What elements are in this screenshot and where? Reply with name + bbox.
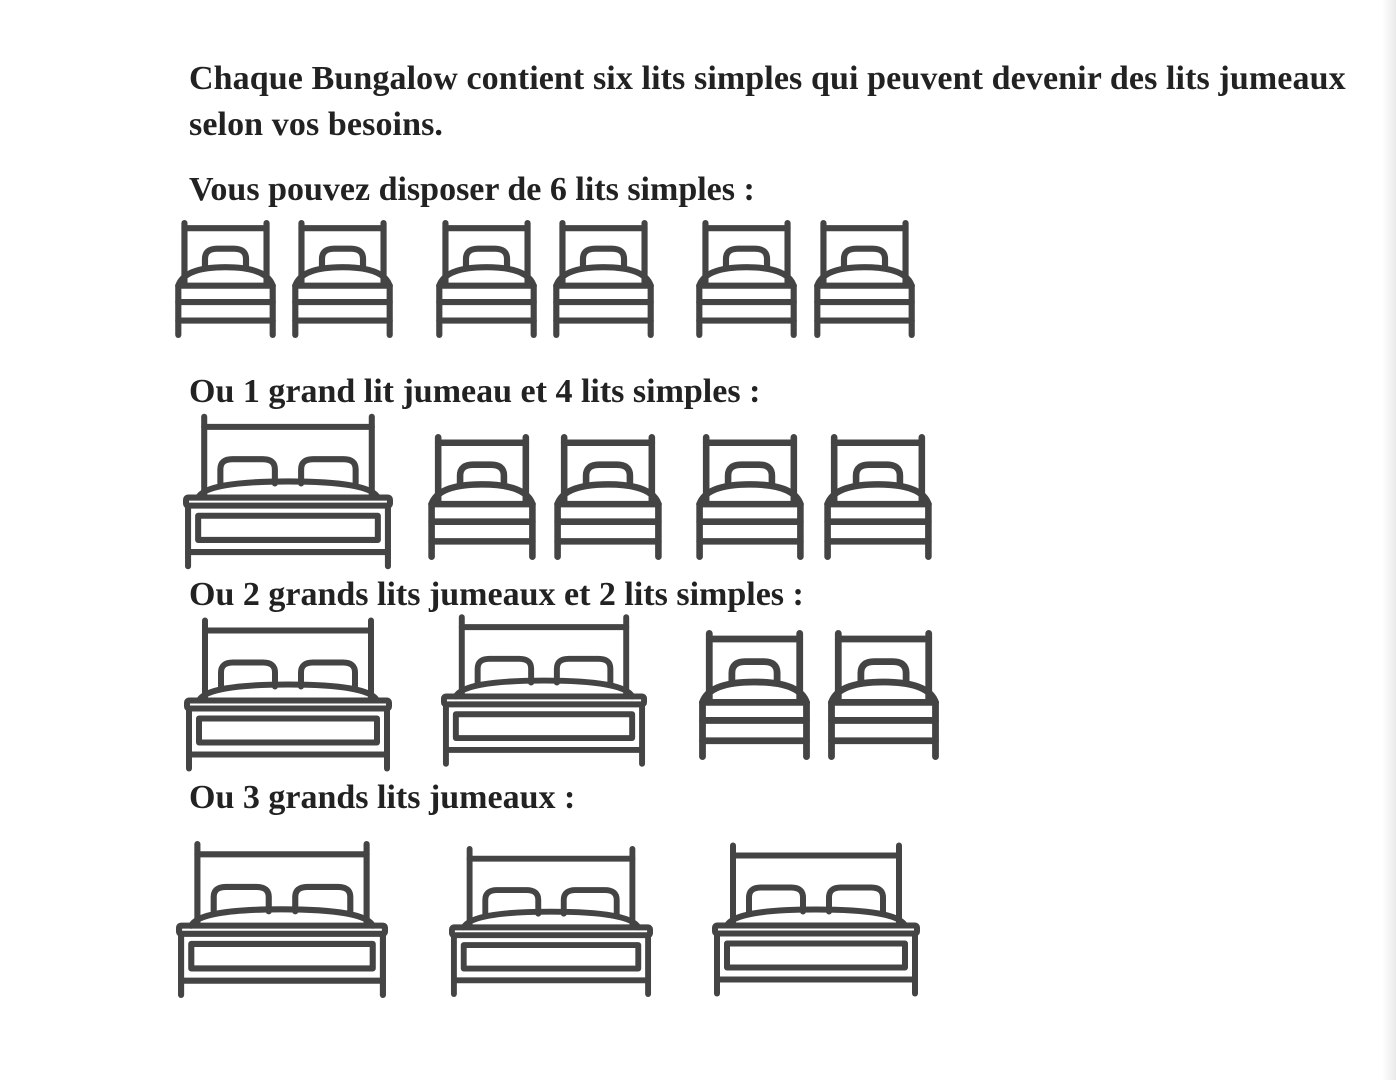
- single-bed-icon: [426, 434, 538, 560]
- single-bed-icon: [697, 630, 812, 760]
- double-bed-icon: [440, 845, 662, 997]
- single-bed-icon: [173, 220, 278, 338]
- double-bed-icon: [182, 412, 394, 570]
- single-bed-icon: [552, 434, 664, 560]
- single-bed-icon: [826, 630, 941, 760]
- double-bed-icon: [440, 612, 648, 768]
- single-bed-icon: [551, 220, 656, 338]
- single-bed-icon: [694, 434, 806, 560]
- option-heading-three-doubles: Ou 3 grands lits jumeaux :: [189, 779, 576, 816]
- option-heading-one-double: Ou 1 grand lit jumeau et 4 lits simples :: [189, 373, 761, 410]
- double-bed-icon: [172, 840, 392, 998]
- single-bed-icon: [694, 220, 799, 338]
- scan-edge-shadow: [1382, 0, 1396, 1080]
- option-heading-two-doubles: Ou 2 grands lits jumeaux et 2 lits simples :: [189, 576, 804, 613]
- single-bed-icon: [822, 434, 934, 560]
- option-heading-six-singles: Vous pouvez disposer de 6 lits simples :: [189, 171, 755, 208]
- double-bed-icon: [711, 840, 921, 998]
- double-bed-icon: [183, 615, 393, 773]
- single-bed-icon: [812, 220, 917, 338]
- single-bed-icon: [434, 220, 539, 338]
- single-bed-icon: [290, 220, 395, 338]
- intro-paragraph: Chaque Bungalow contient six lits simples qui peuvent devenir des lits jumeaux selon vos besoins.: [189, 60, 1346, 143]
